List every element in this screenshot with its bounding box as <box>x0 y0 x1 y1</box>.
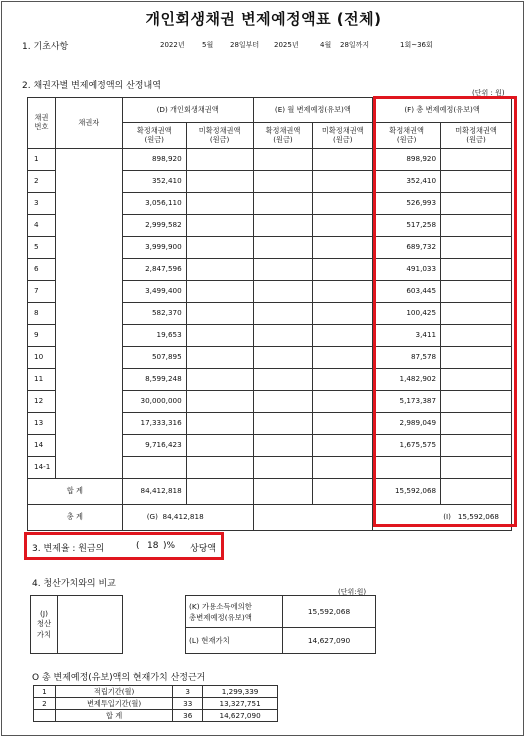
row-e-unconfirmed <box>313 303 373 325</box>
row-creditor <box>55 303 122 325</box>
row-e-confirmed <box>253 369 313 391</box>
row-f-confirmed: 1,675,575 <box>373 435 441 457</box>
rate-close: )% <box>163 541 176 551</box>
comparison-table <box>185 595 376 654</box>
header-group-d: (D) 개인회생채권액 <box>122 98 253 123</box>
row-no: 3 <box>28 193 56 215</box>
row-d-confirmed: 2,999,582 <box>122 215 186 237</box>
row-no: 11 <box>28 369 56 391</box>
row-d-unconfirmed <box>186 259 253 281</box>
row-d-confirmed: 582,370 <box>122 303 186 325</box>
row-d-confirmed <box>122 457 186 479</box>
row-d-unconfirmed <box>186 369 253 391</box>
calc-no: 1 <box>34 686 56 698</box>
row-e-confirmed <box>253 413 313 435</box>
row-e-confirmed <box>253 281 313 303</box>
end-day: 28일까지 <box>340 41 370 49</box>
row-f-confirmed: 87,578 <box>373 347 441 369</box>
row-creditor <box>55 281 122 303</box>
row-creditor <box>55 325 122 347</box>
row-e-unconfirmed <box>313 413 373 435</box>
rate-suffix: 상당액 <box>190 544 217 554</box>
row-creditor <box>55 259 122 281</box>
row-d-unconfirmed <box>186 413 253 435</box>
calc-sum-months: 36 <box>173 710 203 722</box>
row-e-unconfirmed <box>313 457 373 479</box>
row-creditor <box>55 193 122 215</box>
row-d-confirmed: 8,599,248 <box>122 369 186 391</box>
row-f-confirmed: 1,482,902 <box>373 369 441 391</box>
row-no: 8 <box>28 303 56 325</box>
start-month: 5월 <box>202 41 214 49</box>
row-creditor <box>55 347 122 369</box>
row-no: 7 <box>28 281 56 303</box>
section2-unit: (단위 : 원) <box>472 89 505 97</box>
header-f-unconfirmed: 미확정채권액 (원금) <box>441 123 512 149</box>
row-e-unconfirmed <box>313 237 373 259</box>
section2-label: 2. 채권자별 변제예정액의 산정내역 <box>22 81 161 91</box>
row-e-unconfirmed <box>313 369 373 391</box>
row-no: 1 <box>28 149 56 171</box>
row-d-confirmed: 17,333,316 <box>122 413 186 435</box>
row-creditor <box>55 369 122 391</box>
f-column-highlight <box>373 96 517 527</box>
row-e-confirmed <box>253 171 313 193</box>
section5-label: O 총 변제예정(유보)액의 현재가치 산정근거 <box>32 673 206 683</box>
row-d-confirmed: 3,056,110 <box>122 193 186 215</box>
row-no: 10 <box>28 347 56 369</box>
row-e-confirmed <box>253 193 313 215</box>
header-d-unconfirmed: 미확정채권액 (원금) <box>186 123 253 149</box>
row-e-confirmed <box>253 303 313 325</box>
row-e-confirmed <box>253 259 313 281</box>
header-creditor: 채권자 <box>55 98 122 149</box>
row-d-unconfirmed <box>186 347 253 369</box>
section4-label: 4. 청산가치와의 비교 <box>32 579 116 589</box>
sum-label: 합 계 <box>28 479 123 505</box>
row-no: 12 <box>28 391 56 413</box>
row-e-unconfirmed <box>313 259 373 281</box>
l-label: (L) 현재가치 <box>186 628 283 654</box>
row-d-confirmed: 2,847,596 <box>122 259 186 281</box>
row-d-unconfirmed <box>186 457 253 479</box>
row-e-unconfirmed <box>313 215 373 237</box>
section4-unit: (단위:원) <box>338 588 367 596</box>
calc-label: 변제투입기간(월) <box>55 698 172 710</box>
total-label: 총 계 <box>28 505 123 531</box>
present-value-table <box>33 685 278 722</box>
row-e-unconfirmed <box>313 435 373 457</box>
row-creditor <box>55 237 122 259</box>
row-no: 14-1 <box>28 457 56 479</box>
row-creditor <box>55 413 122 435</box>
row-f-confirmed: 689,732 <box>373 237 441 259</box>
row-creditor <box>55 435 122 457</box>
end-month: 4월 <box>320 41 332 49</box>
row-d-confirmed: 3,999,900 <box>122 237 186 259</box>
installments: 1회~36회 <box>400 41 433 49</box>
row-e-unconfirmed <box>313 325 373 347</box>
header-e-confirmed: 확정채권액 (원금) <box>253 123 313 149</box>
row-f-confirmed: 603,445 <box>373 281 441 303</box>
j-value <box>58 596 123 654</box>
row-f-confirmed: 100,425 <box>373 303 441 325</box>
liquidation-value-table <box>30 595 123 654</box>
start-day: 28일부터 <box>230 41 260 49</box>
row-no: 2 <box>28 171 56 193</box>
row-d-confirmed: 898,920 <box>122 149 186 171</box>
row-d-unconfirmed <box>186 281 253 303</box>
k-label: (K) 가용소득에의한 총변제예정(유보)액 <box>186 596 283 628</box>
rate-open: ( <box>136 541 140 551</box>
row-e-confirmed <box>253 325 313 347</box>
section1-label: 1. 기초사항 <box>22 42 69 52</box>
l-value: 14,627,090 <box>283 628 376 654</box>
rate-value: 18 <box>147 541 159 551</box>
row-d-unconfirmed <box>186 303 253 325</box>
total-g <box>122 505 253 531</box>
row-f-confirmed: 5,173,387 <box>373 391 441 413</box>
calc-sum-value: 14,627,090 <box>203 710 278 722</box>
header-e-unconfirmed: 미확정채권액 (원금) <box>313 123 373 149</box>
row-d-confirmed: 19,653 <box>122 325 186 347</box>
row-d-unconfirmed <box>186 149 253 171</box>
row-e-confirmed <box>253 149 313 171</box>
row-no: 4 <box>28 215 56 237</box>
calc-months: 3 <box>173 686 203 698</box>
row-no: 14 <box>28 435 56 457</box>
row-no: 6 <box>28 259 56 281</box>
row-f-confirmed: 898,920 <box>373 149 441 171</box>
sum-f: 15,592,068 <box>373 479 441 505</box>
row-d-unconfirmed <box>186 171 253 193</box>
row-f-confirmed: 2,989,049 <box>373 413 441 435</box>
table-row <box>34 686 278 698</box>
header-group-f: (F) 총 변제예정(유보)액 <box>373 98 512 123</box>
calc-months: 33 <box>173 698 203 710</box>
row-e-unconfirmed <box>313 149 373 171</box>
header-group-e: (E) 월 변제예정(유보)액 <box>253 98 373 123</box>
row-no: 9 <box>28 325 56 347</box>
row-creditor <box>55 215 122 237</box>
row-d-unconfirmed <box>186 237 253 259</box>
row-no: 5 <box>28 237 56 259</box>
start-year: 2022년 <box>160 41 185 49</box>
row-d-confirmed: 30,000,000 <box>122 391 186 413</box>
document-page <box>1 1 524 736</box>
row-d-unconfirmed <box>186 391 253 413</box>
row-f-confirmed: 491,033 <box>373 259 441 281</box>
table-row <box>34 698 278 710</box>
calc-label: 적립기간(월) <box>55 686 172 698</box>
row-creditor <box>55 171 122 193</box>
header-d-confirmed: 확정채권액 (원금) <box>122 123 186 149</box>
calc-value: 1,299,339 <box>203 686 278 698</box>
row-d-unconfirmed <box>186 325 253 347</box>
row-f-confirmed: 352,410 <box>373 171 441 193</box>
row-d-confirmed: 352,410 <box>122 171 186 193</box>
total-i-label: (I) <box>443 512 451 522</box>
total-g-value: 84,412,818 <box>162 512 204 522</box>
row-e-confirmed <box>253 347 313 369</box>
row-e-confirmed <box>253 215 313 237</box>
row-f-confirmed: 526,993 <box>373 193 441 215</box>
row-creditor <box>55 391 122 413</box>
row-e-confirmed <box>253 391 313 413</box>
rate-prefix: 3. 변제율 : 원금의 <box>32 544 105 554</box>
row-creditor <box>55 149 122 171</box>
j-label: (J) 청산 가치 <box>31 596 58 654</box>
row-d-unconfirmed <box>186 435 253 457</box>
row-e-confirmed <box>253 435 313 457</box>
k-value: 15,592,068 <box>283 596 376 628</box>
total-i-value: 15,592,068 <box>457 512 499 522</box>
row-e-confirmed <box>253 457 313 479</box>
row-creditor <box>55 457 122 479</box>
row-f-confirmed: 517,258 <box>373 215 441 237</box>
row-e-unconfirmed <box>313 193 373 215</box>
sum-d: 84,412,818 <box>122 479 186 505</box>
row-d-confirmed: 507,895 <box>122 347 186 369</box>
calc-sum-label: 합 계 <box>55 710 172 722</box>
calc-no: 2 <box>34 698 56 710</box>
row-e-unconfirmed <box>313 281 373 303</box>
row-d-unconfirmed <box>186 193 253 215</box>
row-e-unconfirmed <box>313 171 373 193</box>
row-e-unconfirmed <box>313 391 373 413</box>
row-d-confirmed: 9,716,423 <box>122 435 186 457</box>
row-d-confirmed: 3,499,400 <box>122 281 186 303</box>
row-f-confirmed: 3,411 <box>373 325 441 347</box>
row-e-confirmed <box>253 237 313 259</box>
header-no: 채권 번호 <box>28 98 56 149</box>
row-d-unconfirmed <box>186 215 253 237</box>
end-year: 2025년 <box>274 41 299 49</box>
calc-value: 13,327,751 <box>203 698 278 710</box>
total-g-label: (G) <box>146 512 158 522</box>
header-f-confirmed: 확정채권액 (원금) <box>373 123 441 149</box>
row-no: 13 <box>28 413 56 435</box>
row-e-unconfirmed <box>313 347 373 369</box>
document-title: 개인회생채권 변제예정액표 (전체) <box>145 10 382 28</box>
